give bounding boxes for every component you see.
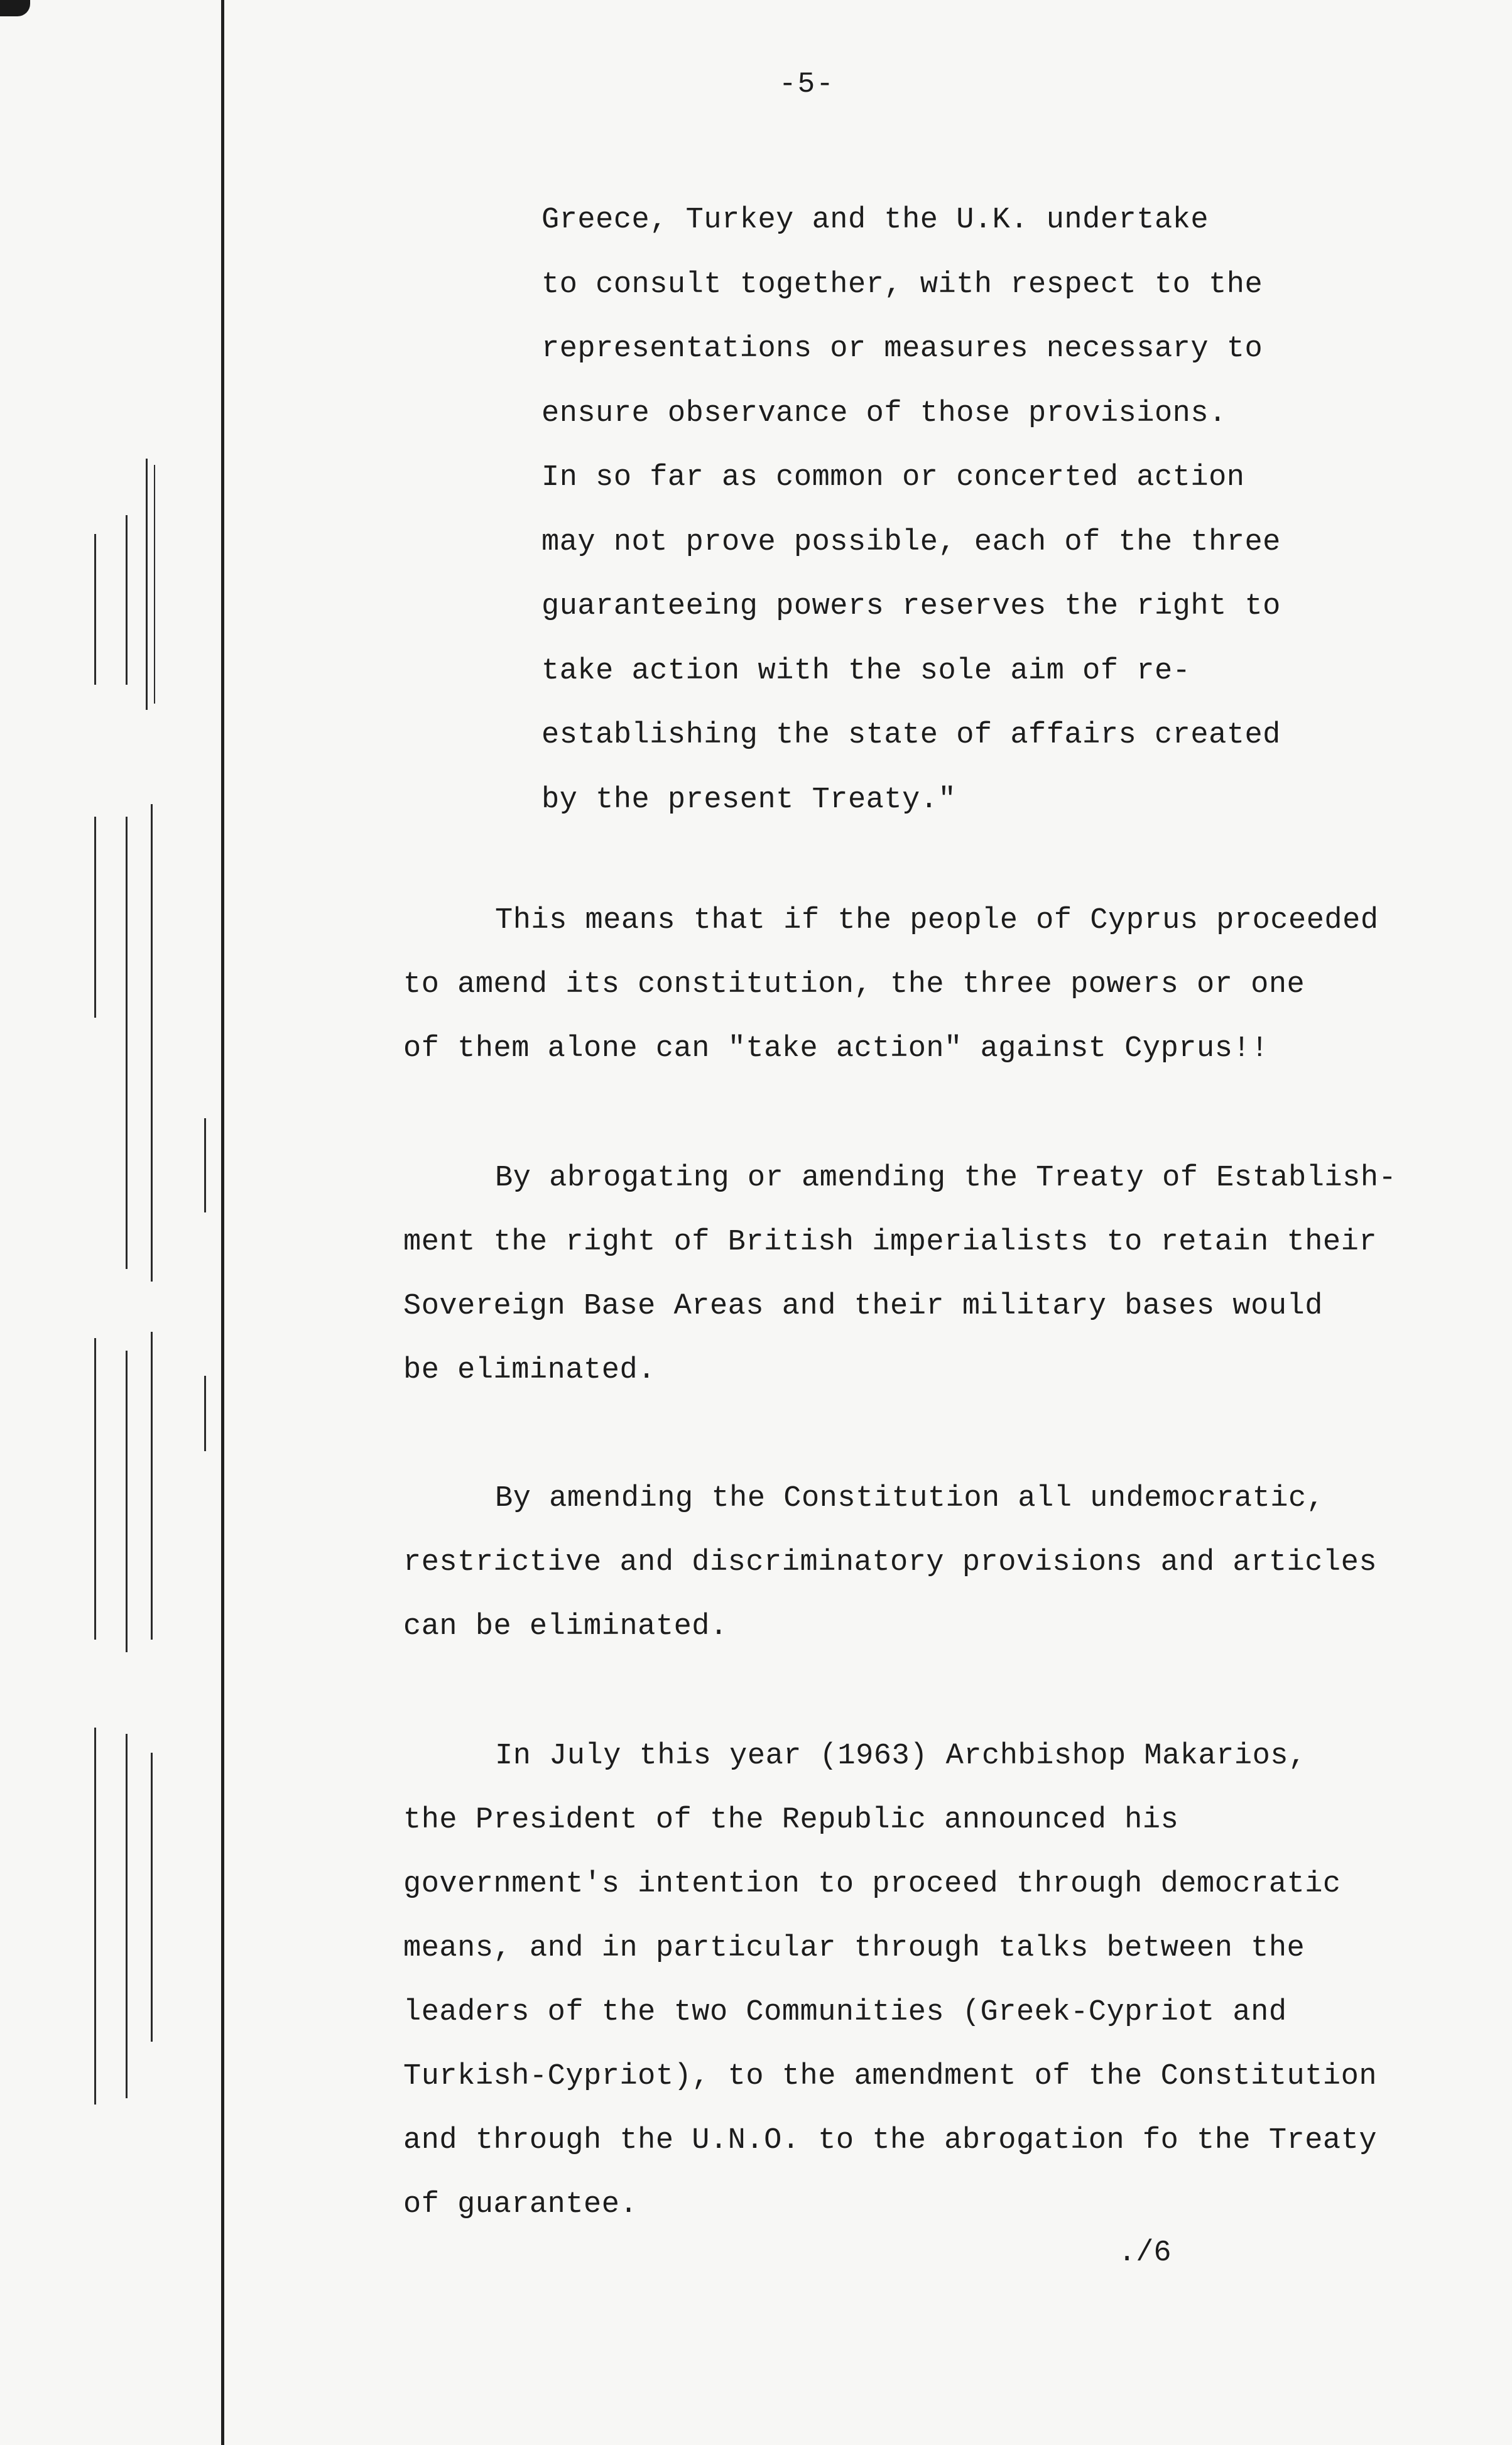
continuation-marker: ./6	[1118, 2236, 1172, 2270]
paragraph-line: means, and in particular through talks between the	[403, 1932, 1305, 1965]
paragraph-line: can be eliminated.	[403, 1610, 728, 1643]
scan-artifact	[151, 1753, 153, 2042]
paragraph-line: the President of the Republic announced his	[403, 1804, 1179, 1837]
paragraph-line: Sovereign Base Areas and their military bases would	[403, 1290, 1323, 1323]
paragraph-line: of them alone can "take action" against Cyprus!!	[403, 1032, 1269, 1065]
scan-artifact	[154, 465, 155, 704]
page-number: -5-	[779, 68, 835, 101]
scan-artifact	[204, 1118, 206, 1212]
paragraph-take-action	[403, 889, 1446, 1081]
paragraph-line: to amend its constitution, the three powers or one	[403, 968, 1305, 1001]
paragraph-line: restrictive and discriminatory provisions and articles	[403, 1546, 1378, 1579]
paragraph-line: and through the U.N.O. to the abrogation fo the Treaty	[403, 2124, 1378, 2157]
scan-artifact	[94, 817, 96, 1018]
quote-line: may not prove possible, each of the three	[541, 525, 1281, 559]
scan-artifact	[151, 1332, 153, 1640]
quote-line: by the present Treaty."	[541, 783, 957, 817]
scan-artifact	[94, 1338, 96, 1640]
paragraph-line: Turkish-Cypriot), to the amendment of the Constitution	[403, 2060, 1378, 2093]
quote-line: take action with the sole aim of re-	[541, 654, 1191, 688]
paragraph-line: government's intention to proceed through democratic	[403, 1868, 1341, 1901]
scan-artifact	[94, 534, 96, 685]
quote-line: ensure observance of those provisions.	[541, 396, 1227, 430]
paragraph-line: This means that if the people of Cyprus proceeded	[495, 904, 1379, 937]
paragraph-line: leaders of the two Communities (Greek-Cypriot and	[403, 1996, 1287, 2029]
quote-line: to consult together, with respect to the	[541, 268, 1263, 302]
scan-artifact	[126, 1734, 128, 2098]
paragraph-line: of guarantee.	[403, 2188, 638, 2221]
paragraph-line: ment the right of British imperialists to retain their	[403, 1226, 1378, 1259]
paragraph-line: By amending the Constitution all undemocratic,	[495, 1482, 1325, 1515]
paragraph-constitution	[403, 1467, 1446, 1659]
quote-line: guaranteeing powers reserves the right to	[541, 590, 1281, 623]
scan-artifact	[126, 515, 128, 685]
quote-line: Greece, Turkey and the U.K. undertake	[541, 204, 1209, 237]
paragraph-line: In July this year (1963) Archbishop Makarios,	[495, 1740, 1307, 1773]
paragraph-line: be eliminated.	[403, 1354, 656, 1387]
scan-artifact	[204, 1376, 206, 1451]
quote-line: In so far as common or concerted action	[541, 461, 1245, 494]
scan-artifact	[126, 817, 128, 1269]
scan-artifact	[0, 0, 30, 16]
scan-artifact	[94, 1728, 96, 2105]
treaty-quote	[541, 188, 1383, 832]
quote-line: establishing the state of affairs created	[541, 719, 1281, 752]
quote-line: representations or measures necessary to	[541, 332, 1263, 366]
margin-rule	[221, 0, 224, 2445]
paragraph-line: By abrogating or amending the Treaty of Establish-	[495, 1162, 1397, 1195]
scan-artifact	[151, 804, 153, 1282]
paragraph-establishment	[403, 1146, 1446, 1403]
paragraph-makarios	[403, 1724, 1446, 2237]
scan-artifact	[146, 459, 148, 710]
scan-artifact	[126, 1351, 128, 1652]
